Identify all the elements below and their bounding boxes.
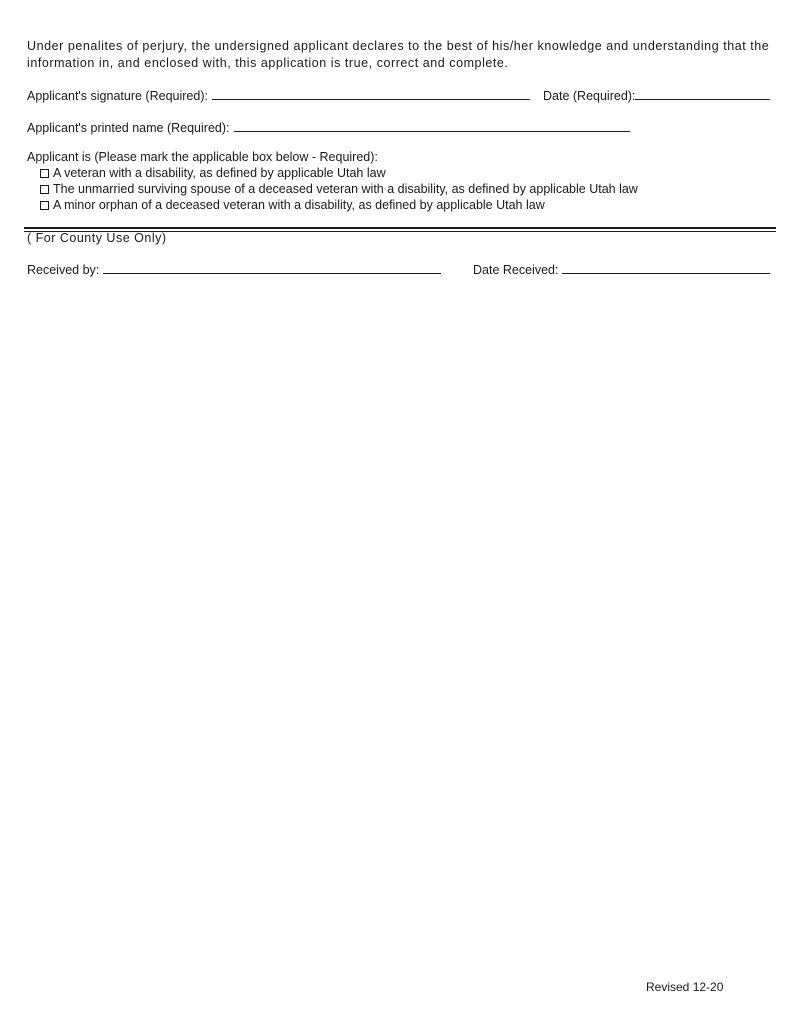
- option-minor-orphan-label: A minor orphan of a deceased veteran with a disability, as defined by applicable Utah law: [53, 198, 545, 212]
- checkbox-veteran[interactable]: [40, 169, 49, 178]
- date-required-field[interactable]: [635, 88, 770, 100]
- section-divider-thick: [24, 227, 776, 229]
- date-required-label: Date (Required):: [543, 89, 636, 103]
- checkbox-surviving-spouse[interactable]: [40, 185, 49, 194]
- received-by-row: [27, 262, 441, 278]
- option-surviving-spouse[interactable]: [40, 181, 638, 197]
- option-minor-orphan[interactable]: [40, 197, 638, 213]
- perjury-declaration: Under penalites of perjury, the undersigned applicant declares to the best of his/her knowledge and understanding that the information in, and enclosed with, this application is true, correct and complete.: [27, 39, 770, 70]
- county-use-heading: ( For County Use Only): [27, 231, 167, 245]
- applicant-status-label: Applicant is (Please mark the applicable box below - Required):: [27, 150, 378, 164]
- date-required-row: [543, 88, 770, 104]
- date-received-label: Date Received:: [473, 263, 559, 277]
- applicant-status-options: [40, 165, 638, 213]
- printed-name-field[interactable]: [234, 120, 630, 132]
- printed-name-row: [27, 120, 630, 136]
- signature-field[interactable]: [212, 88, 530, 100]
- date-received-row: [473, 262, 770, 278]
- signature-row: [27, 88, 530, 104]
- received-by-field[interactable]: [103, 262, 441, 274]
- revision-note: Revised 12-20: [646, 980, 724, 994]
- received-by-label: Received by:: [27, 263, 100, 277]
- option-veteran[interactable]: [40, 165, 638, 181]
- option-surviving-spouse-label: The unmarried surviving spouse of a deceased veteran with a disability, as defined by applicable Utah law: [53, 182, 638, 196]
- printed-name-label: Applicant's printed name (Required):: [27, 121, 230, 135]
- checkbox-minor-orphan[interactable]: [40, 201, 49, 210]
- date-received-field[interactable]: [562, 262, 770, 274]
- signature-label: Applicant's signature (Required):: [27, 89, 208, 103]
- option-veteran-label: A veteran with a disability, as defined by applicable Utah law: [53, 166, 386, 180]
